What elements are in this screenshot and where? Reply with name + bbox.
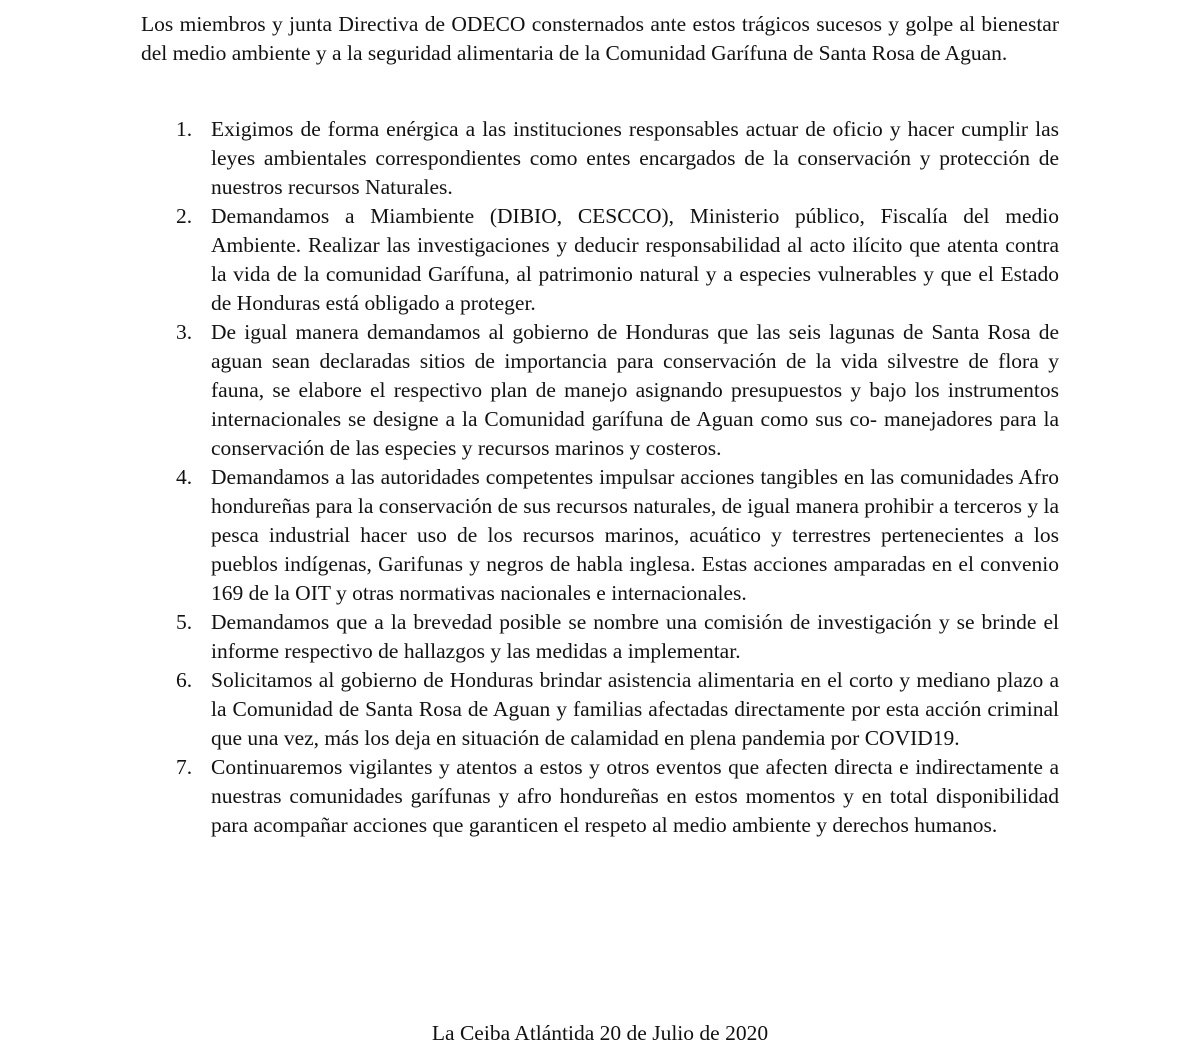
demand-item [141, 202, 1059, 318]
demand-item [141, 666, 1059, 753]
place-date-footer: La Ceiba Atlántida 20 de Julio de 2020 [431, 1021, 769, 1045]
demand-text: De igual manera demandamos al gobierno de Honduras que las seis lagunas de Santa Rosa de aguan sean declaradas sitios de importancia para conservación de la vida silvestre de flora y fauna, se elabore el respectivo plan de manejo asignando presupuestos y bajo los instrumentos internacionales se designe a la Comunidad garífuna de Aguan como sus co- manejadores para la conservación de las especies y recursos marinos y costeros. [211, 320, 1059, 460]
intro-paragraph: Los miembros y junta Directiva de ODECO consternados ante estos trágicos sucesos y golpe al bienestar del medio ambiente y a la seguridad alimentaria de la Comunidad Garífuna de Santa Rosa de Aguan. [141, 12, 1059, 65]
demand-item [141, 608, 1059, 666]
demand-text: Demandamos que a la brevedad posible se nombre una comisión de investigación y se brinde el informe respectivo de hallazgos y las medidas a implementar. [211, 610, 1059, 663]
demand-text: Demandamos a las autoridades competentes impulsar acciones tangibles en las comunidades Afro hondureñas para la conservación de sus recursos naturales, de igual manera prohibir a terceros y la pesca industrial hacer uso de los recursos marinos, acuático y terrestres pertenecientes a los pueblos indígenas, Garifunas y negros de habla inglesa. Estas acciones amparadas en el convenio 169 de la OIT y otras normativas nacionales e internacionales. [211, 465, 1059, 605]
demand-item [141, 115, 1059, 202]
demand-number: 2. [176, 204, 193, 228]
demand-text: Continuaremos vigilantes y atentos a estos y otros eventos que afecten directa e indirectamente a nuestras comunidades garífunas y afro hondureñas en estos momentos y en total disponibilidad para acompañar acciones que garanticen el respeto al medio ambiente y derechos humanos. [211, 755, 1059, 837]
demands-list [141, 115, 1059, 840]
demand-item [141, 753, 1059, 840]
demand-number: 3. [176, 320, 193, 344]
demand-number: 4. [176, 465, 193, 489]
demand-number: 1. [176, 117, 193, 141]
demand-text: Exigimos de forma enérgica a las instituciones responsables actuar de oficio y hacer cumplir las leyes ambientales correspondientes como entes encargados de la conservación y protección de nuestros recursos Naturales. [211, 117, 1059, 199]
demand-text: Solicitamos al gobierno de Honduras brindar asistencia alimentaria en el corto y mediano plazo a la Comunidad de Santa Rosa de Aguan y familias afectadas directamente por esta acción criminal que una vez, más los deja en situación de calamidad en plena pandemia por COVID19. [211, 668, 1059, 750]
demand-item [141, 463, 1059, 608]
demand-number: 6. [176, 668, 193, 692]
demand-number: 7. [176, 755, 193, 779]
demand-text: Demandamos a Miambiente (DIBIO, CESCCO), Ministerio público, Fiscalía del medio Ambiente. Realizar las investigaciones y deducir responsabilidad al acto ilícito que atenta contra la vida de la comunidad Garífuna, al patrimonio natural y a especies vulnerables y que el Estado de Honduras está obligado a proteger. [211, 204, 1059, 315]
demand-number: 5. [176, 610, 193, 634]
demand-item [141, 318, 1059, 463]
